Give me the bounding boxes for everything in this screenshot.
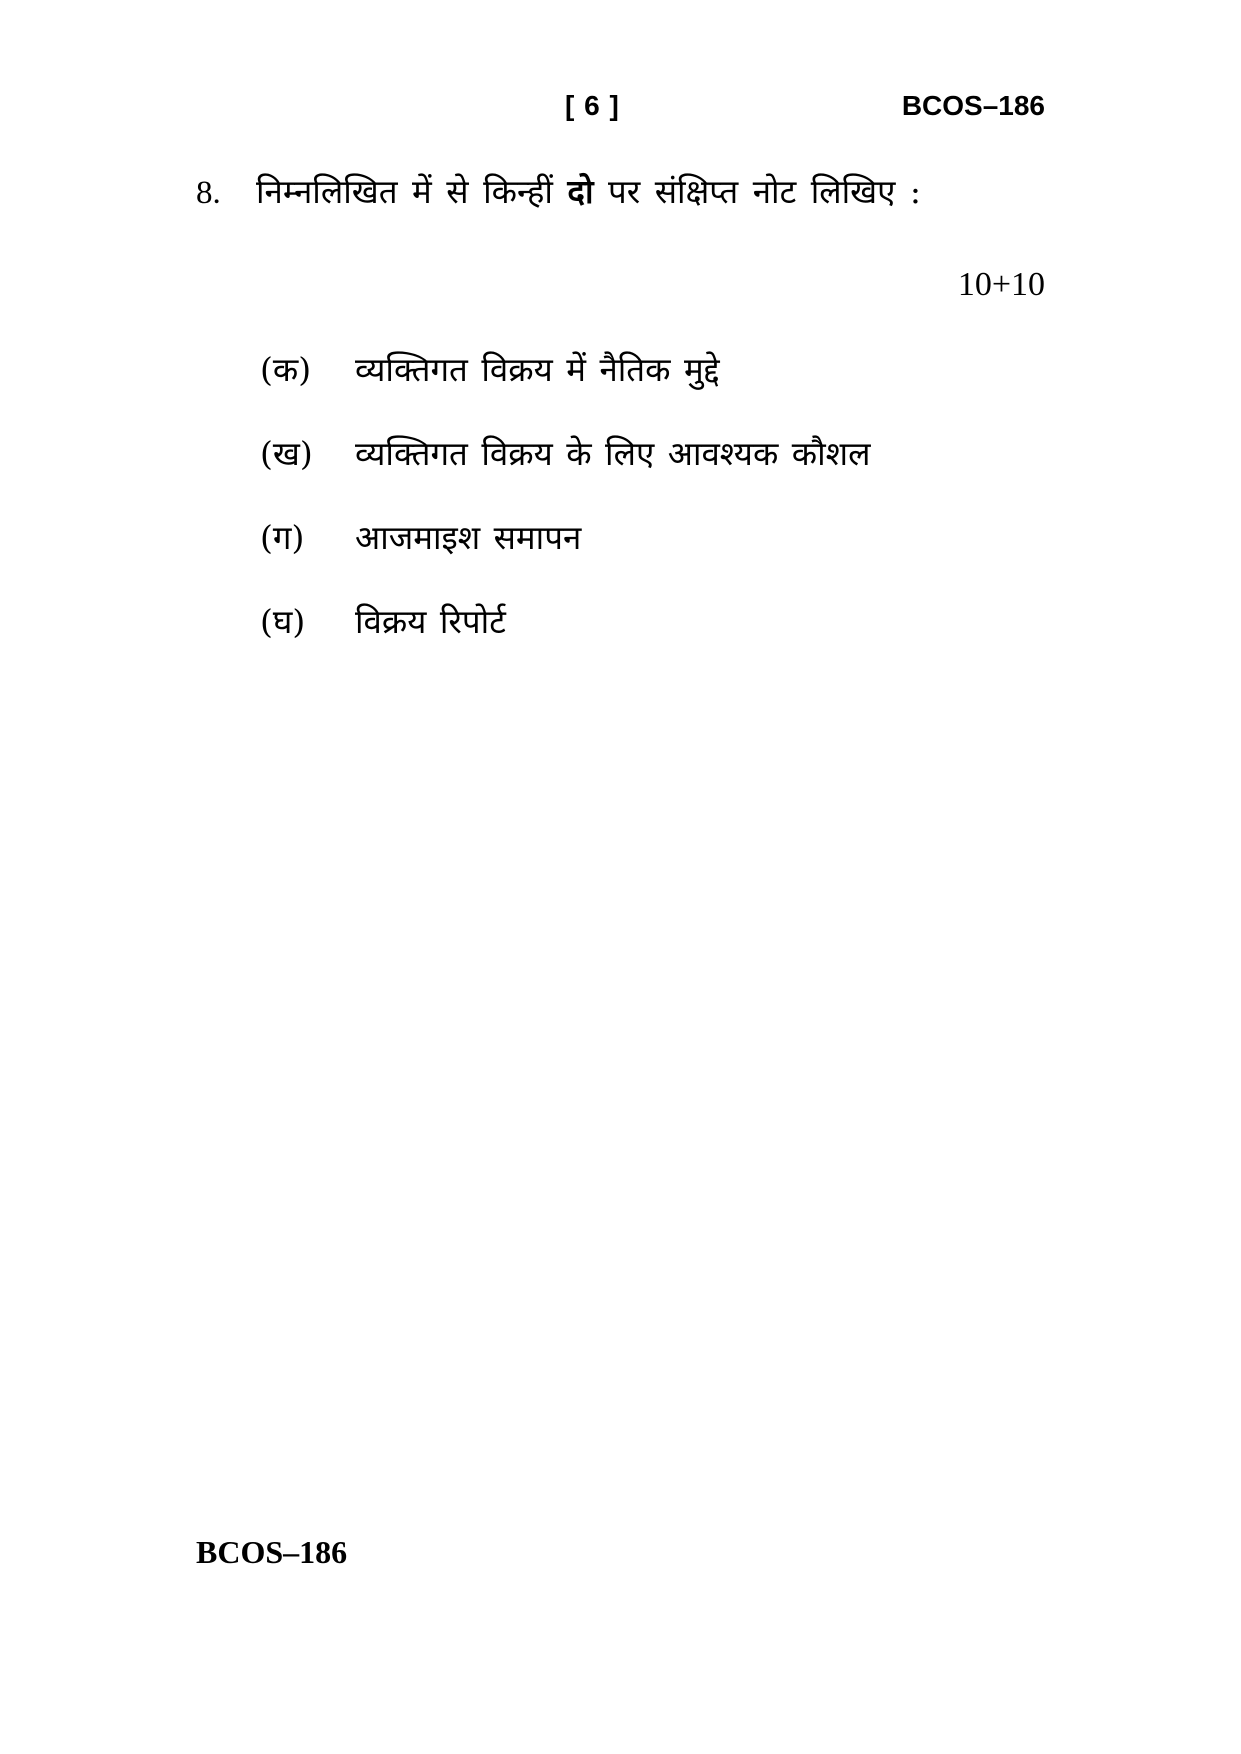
option-label: (घ) [260,602,306,641]
option-item [260,598,871,682]
option-item [260,346,871,430]
option-text: व्यक्तिगत विक्रय में नैतिक मुद्दे [355,350,720,389]
question-text [256,168,1046,213]
option-text: व्यक्तिगत विक्रय के लिए आवश्यक कौशल [355,434,871,473]
question-text-bold: दो [567,172,594,211]
page-number: [ 6 ] [565,90,620,121]
option-list [260,346,871,682]
option-item [260,430,871,514]
course-code-header: BCOS–186 [901,90,1045,121]
question-8 [196,168,1046,213]
question-text-after: पर संक्षिप्त नोट लिखिए : [608,172,922,211]
question-text-before: निम्नलिखित में से किन्हीं [256,172,553,211]
question-marks: 10+10 [957,266,1045,303]
option-label: (ग) [260,518,305,557]
option-text: आजमाइश समापन [355,518,582,557]
option-label: (ख) [260,434,313,473]
option-text: विक्रय रिपोर्ट [355,602,506,641]
option-label: (क) [260,350,312,389]
option-item [260,514,871,598]
course-code-footer: BCOS–186 [196,1534,348,1570]
question-number: 8. [196,175,221,211]
